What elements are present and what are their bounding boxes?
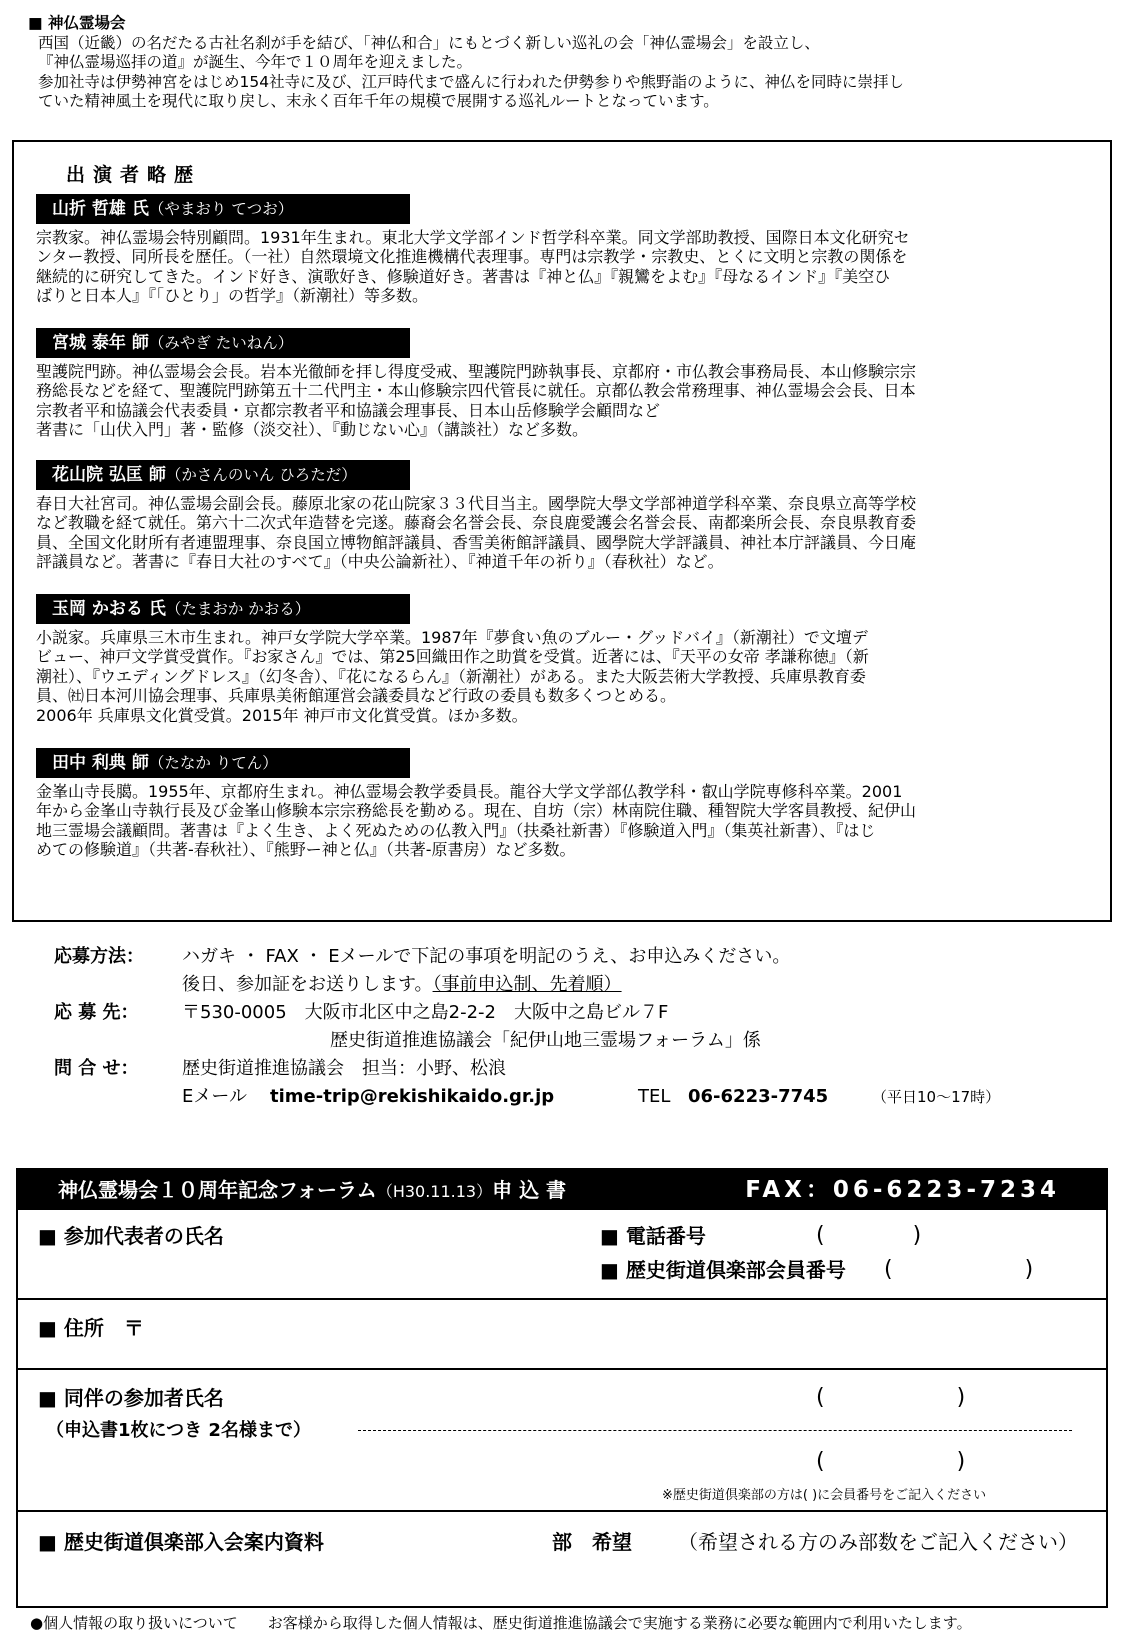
- bio-line: 著書に「山伏入門」著・監修（淡交社）、『動じない心』（講談社）など多数。: [36, 420, 589, 440]
- intro-heading: ■ 神仏霊場会: [28, 14, 126, 32]
- profile-tanaka: [36, 748, 1106, 860]
- companion-field-2[interactable]: ( ): [816, 1449, 966, 1474]
- profiles-box: [12, 140, 1112, 922]
- name-bar: [36, 328, 410, 358]
- person-name: 山折 哲雄 氏: [52, 199, 149, 219]
- form-date: （H30.11.13）: [376, 1182, 493, 1201]
- bio-line: 潮社）、『ウエディングドレス』（幻冬舎）、『花になるらん』（新潮社）がある。また大阪芸術大学教授、兵庫県教育委: [36, 666, 866, 686]
- companion-label: ■ 同伴の参加者氏名: [38, 1386, 224, 1410]
- person-reading: （やまおり てつお）: [148, 200, 294, 218]
- bio-line: 2006年 兵庫県文化賞受賞。2015年 神戸市文化賞受賞。ほか多数。: [36, 705, 528, 725]
- bio-line: 宗教者平和協議会代表委員・京都宗教者平和協議会理事長、日本山岳修験学会顧問など: [36, 400, 661, 420]
- name-bar: [36, 594, 410, 624]
- dashed-divider: [358, 1430, 1072, 1431]
- bio-line: 聖護院門跡。神仏霊場会会長。岩本光徹師を拝し得度受戒、聖護院門跡執事長、京都府・市仏教会事務局長、本山修験宗宗: [36, 362, 917, 381]
- name-bar: [36, 194, 410, 224]
- brochure-section: [18, 1512, 1106, 1566]
- intro-line: 参加社寺は伊勢神宮をはじめ154社寺に及び、江戸時代まで盛んに行われた伊勢参りや熊野詣のように、神仏を同時に崇拝し: [38, 72, 904, 91]
- bio-line: 地三霊場会議顧問。著書は『よく生き、よく死ぬための仏教入門』（扶桑社新書）『修験道入門』（集英社新書）、『はじ: [36, 820, 876, 840]
- member-note: ※歴史街道倶楽部の方は( )に会員番号をご記入ください: [662, 1488, 987, 1503]
- brochure-unit[interactable]: 部 希望: [552, 1530, 632, 1554]
- phone-field[interactable]: ( ): [816, 1223, 922, 1248]
- brochure-note: （希望される方のみ部数をご記入ください）: [678, 1530, 1078, 1554]
- bio-line: 年から金峯山寺執行長及び金峯山修験本宗宗務総長を勤める。現在、自坊（宗）林南院住職、種智院大学客員教授、紀伊山: [36, 801, 917, 821]
- member-number-field[interactable]: ( ): [884, 1257, 1034, 1282]
- companion-field-1[interactable]: ( ): [816, 1385, 966, 1410]
- bio-line: 金峯山寺長臈。1955年、京都府生まれ。神仏霊場会教学委員長。龍谷大学文学部仏教学科・叡山学院専修科卒業。2001: [36, 782, 903, 801]
- tel-label: TEL: [638, 1086, 671, 1107]
- bio-line: ンター教授、同所長を歴任。（一社）自然環境文化推進機構代表理事。専門は宗教学・宗教史、とくに文明と宗教の関係を: [36, 247, 908, 267]
- method-text: ハガキ ・ FAX ・ Eメールで下記の事項を明記のうえ、お申込みください。: [182, 946, 791, 967]
- person-reading: （みやぎ たいねん）: [148, 334, 294, 352]
- companion-note: （申込書1枚につき 2名様まで）: [46, 1420, 311, 1441]
- companion-section: [18, 1370, 1106, 1512]
- bio-line: 小説家。兵庫県三木市生まれ。神戸女学院大学卒業。1987年『夢食い魚のブルー・グッドバイ』（新潮社）で文壇デ: [36, 628, 868, 647]
- privacy-notice: ●個人情報の取り扱いについて お客様から取得した個人情報は、歴史街道推進協議会で実施する業務に必要な範囲内で利用いたします。: [30, 1614, 972, 1632]
- phone-label: ■ 電話番号: [600, 1224, 706, 1248]
- contact-label: 問 合 せ：: [54, 1058, 139, 1079]
- person-bio: [36, 362, 1101, 440]
- bio-line: めての修験道』（共著‐春秋社）、『熊野ー神と仏』（共著‐原書房）など多数。: [36, 840, 576, 860]
- person-bio: [36, 628, 1101, 725]
- bio-line: 春日大社宮司。神仏霊場会副会長。藤原北家の花山院家３３代目当主。國學院大學文学部神道学科卒業、奈良県立高等学校: [36, 494, 917, 513]
- person-reading: （かさんのいん ひろただ）: [165, 466, 357, 484]
- rep-section: [18, 1210, 1106, 1300]
- name-bar: [36, 460, 410, 490]
- destination-text-2: 歴史街道推進協議会「紀伊山地三霊場フォーラム」係: [330, 1030, 761, 1051]
- intro-line: 『神仏霊場巡拝の道』が誕生、今年で１０周年を迎えました。: [38, 53, 473, 71]
- method-text-2: 後日、参加証をお送りします。: [182, 974, 433, 995]
- bio-line: 継続的に研究してきた。インド好き、演歌好き、修験道好き。著書は『神と仏』『親鸞をよむ』『母なるインド』『美空ひ: [36, 266, 891, 286]
- bio-line: 務総長などを経て、聖護院門跡第五十二代門主・本山修験宗四代管長に就任。京都仏教会常務理事、神仏霊場会会長、日本: [36, 381, 916, 401]
- bio-line: 評議員など。著書に『春日大社のすべて』（中央公論新社）、『神道千年の祈り』（春秋社）など。: [36, 552, 724, 572]
- person-name: 花山院 弘匡 師: [52, 465, 166, 485]
- bio-line: 宗教家。神仏霊場会特別顧問。1931年生まれ。東北大学文学部インド哲学科卒業。同文学部助教授、国際日本文化研究セ: [36, 228, 910, 247]
- profile-kazannoin: [36, 460, 1106, 572]
- email-label: Eメール: [182, 1086, 248, 1107]
- address-label: ■ 住所 〒: [38, 1316, 144, 1340]
- form-title-suffix: 申 込 書: [492, 1178, 567, 1202]
- method-note: （事前申込制、先着順）: [432, 974, 622, 995]
- tel-hours: （平日10～17時）: [872, 1088, 1001, 1106]
- person-name: 宮城 泰年 師: [52, 333, 149, 353]
- person-name: 田中 利典 師: [52, 753, 149, 773]
- person-bio: [36, 494, 1101, 572]
- destination-text: 〒530-0005 大阪市北区中之島2-2-2 大阪中之島ビル７F: [182, 1002, 669, 1023]
- person-name: 玉岡 かおる 氏: [52, 599, 166, 619]
- application-form: [16, 1168, 1108, 1608]
- destination-label: 応 募 先：: [54, 1002, 139, 1023]
- address-section[interactable]: [18, 1300, 1106, 1370]
- bio-line: 員、全国文化財所有者連盟理事、奈良国立博物館評議員、香雪美術館評議員、國學院大学評議員、神社本庁評議員、今日庵: [36, 532, 917, 552]
- profile-yamaori: [36, 194, 1106, 306]
- person-reading: （たなか りてん）: [148, 754, 278, 772]
- bio-line: ビュー、神戸文学賞受賞作。『お家さん』では、第25回織田作之助賞を受賞。近著には、『天平の女帝 孝謙称徳』（新: [36, 647, 869, 667]
- person-reading: （たまおか かおる）: [165, 600, 311, 618]
- profile-tamaoka: [36, 594, 1106, 725]
- person-bio: [36, 228, 1101, 306]
- profiles-title: 出演者略歴: [66, 164, 202, 186]
- form-header: [18, 1170, 1106, 1210]
- person-bio: [36, 782, 1101, 860]
- profile-miyagi: [36, 328, 1106, 440]
- form-title: 神仏霊場会１０周年記念フォーラム: [58, 1178, 377, 1202]
- contact-text: 歴史街道推進協議会 担当：小野、松浪: [182, 1058, 506, 1079]
- rep-name-label: ■ 参加代表者の氏名: [38, 1224, 224, 1248]
- email-address[interactable]: time-trip@rekishikaido.gr.jp: [270, 1086, 555, 1107]
- brochure-label: ■ 歴史街道倶楽部入会案内資料: [38, 1530, 324, 1554]
- bio-line: など教職を経て就任。第六十二次式年造替を完遂。藤裔会名誉会長、奈良鹿愛護会名誉会長、南都楽所会長、奈良県教育委: [36, 513, 917, 533]
- bio-line: ばりと日本人』『「ひとり」の哲学』（新潮社）等多数。: [36, 286, 429, 306]
- name-bar: [36, 748, 410, 778]
- bio-line: 員、㈳日本河川協会理事、兵庫県美術館運営会議委員など行政の委員も数多くつとめる。: [36, 686, 677, 706]
- fax-number: FAX：06-6223-7234: [745, 1177, 1060, 1203]
- method-label: 応募方法：: [54, 946, 144, 967]
- intro-line: ていた精神風土を現代に取り戻し、末永く百年千年の規模で展開する巡礼ルートとなっています。: [38, 92, 719, 110]
- member-number-label: ■ 歴史街道倶楽部会員番号: [600, 1258, 846, 1282]
- intro-section: [28, 14, 1098, 112]
- tel-number[interactable]: 06-6223-7745: [688, 1086, 829, 1107]
- intro-line: 西国（近畿）の名だたる古社名刹が手を結び、「神仏和合」にもとづく新しい巡礼の会「神仏霊場会」を設立し、: [38, 33, 820, 52]
